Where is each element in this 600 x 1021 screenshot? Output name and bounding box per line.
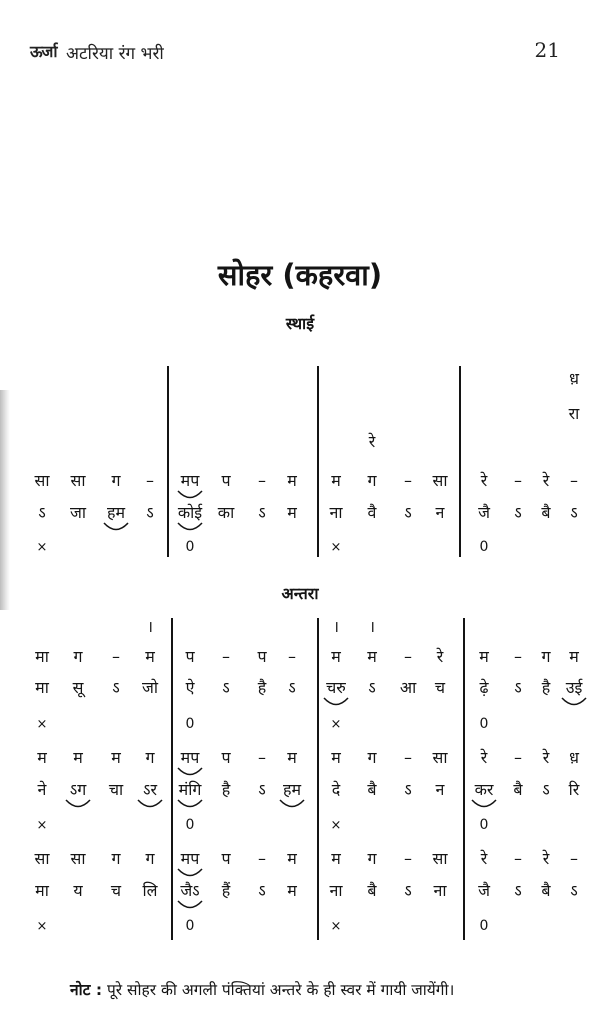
swar-note: म — [331, 849, 341, 868]
swar-note: प — [185, 647, 195, 666]
bol-syllable: ऐ — [185, 678, 195, 697]
swar-note: – — [570, 471, 578, 490]
swar-note: – — [514, 647, 522, 666]
note-label: नोट : — [70, 981, 103, 999]
sthayi-heading: स्थाई — [285, 314, 315, 333]
swar-note: सा — [432, 849, 448, 868]
swar-note: प — [257, 647, 267, 666]
swar-note: ग — [367, 748, 377, 767]
swar-note: म — [111, 748, 121, 767]
swar-note: मप — [180, 849, 200, 868]
bol-syllable: रि — [568, 780, 580, 799]
bol-syllable: ढ़े — [479, 678, 489, 697]
bol-syllable: न — [435, 503, 445, 522]
bol-syllable: जैऽ — [180, 881, 200, 900]
bol-syllable: मा — [35, 678, 49, 697]
bol-syllable: ने — [37, 780, 47, 799]
swar-note: रे — [542, 471, 550, 490]
taal-mark: × — [36, 717, 48, 732]
swar-note: सा — [34, 849, 50, 868]
bol-syllable: च — [110, 881, 122, 900]
swar-note: म — [331, 471, 341, 490]
swar-note: – — [146, 471, 154, 490]
swar-note: – — [404, 849, 412, 868]
swar-note: ग — [145, 849, 155, 868]
swar-note: – — [258, 471, 266, 490]
bol-syllable: वै — [367, 503, 377, 522]
taal-mark: 0 — [479, 817, 489, 833]
bol-syllable: उई — [565, 678, 583, 697]
bol-syllable: हम — [282, 780, 302, 799]
taal-mark: × — [36, 818, 48, 833]
swar-note: म — [479, 647, 489, 666]
swar-note: सा — [70, 471, 86, 490]
bol-syllable: ऽ — [570, 881, 578, 900]
meend-arc — [66, 800, 90, 807]
swar-note: म — [569, 647, 579, 666]
swar-note: ग — [111, 849, 121, 868]
meend-arc — [280, 800, 304, 807]
swar-note: प — [221, 748, 231, 767]
taal-mark: 0 — [185, 539, 195, 555]
bol-syllable: ऽ — [542, 780, 550, 799]
sthayi-notation — [35, 366, 581, 557]
antara-heading: अन्तरा — [281, 584, 319, 603]
bol-syllable: मा — [35, 881, 49, 900]
bol-syllable: आ — [399, 678, 417, 697]
meend-arc — [104, 523, 128, 530]
bol-syllable: मंगि — [178, 780, 202, 799]
swar-note: ध़ — [569, 748, 579, 767]
bol-syllable: बै — [541, 503, 551, 522]
bol-syllable: का — [217, 503, 235, 522]
annotation-mark: ध़ — [569, 369, 579, 388]
swar-note: – — [514, 849, 522, 868]
note-text: पूरे सोहर की अगली पंक्तियां अन्तरे के ही स्वर में गायी जायेंगी। — [102, 981, 455, 999]
swar-note: प — [221, 849, 231, 868]
swar-note: ग — [145, 748, 155, 767]
bol-syllable: य — [73, 881, 83, 900]
bol-syllable: है — [257, 678, 267, 697]
bol-syllable: जा — [69, 503, 87, 522]
swar-note: रे — [480, 471, 488, 490]
song-title: सोहर (कहरवा) — [217, 258, 383, 292]
footnote — [70, 978, 454, 1000]
meend-arc — [138, 800, 162, 807]
swar-note: – — [258, 748, 266, 767]
bol-syllable: ऽ — [514, 503, 522, 522]
swar-note: म — [367, 647, 377, 666]
taal-mark: × — [36, 540, 48, 555]
bol-syllable: ना — [329, 503, 343, 522]
bol-syllable: ना — [329, 881, 343, 900]
taal-mark: 0 — [479, 716, 489, 732]
taal-mark: × — [330, 717, 342, 732]
taal-mark: 0 — [185, 716, 195, 732]
bol-syllable: हम — [106, 503, 126, 522]
meend-arc — [178, 901, 202, 908]
swar-note: – — [514, 471, 522, 490]
bol-syllable: ऽ — [258, 780, 266, 799]
swar-note: रे — [542, 849, 550, 868]
taal-mark: × — [330, 919, 342, 934]
swar-note: – — [112, 647, 120, 666]
bol-syllable: जै — [478, 881, 490, 900]
swar-note: रे — [480, 849, 488, 868]
swar-note: – — [404, 748, 412, 767]
bol-syllable: ऽ — [38, 503, 46, 522]
taal-mark: × — [330, 818, 342, 833]
meend-arc — [178, 491, 202, 498]
swar-note: म — [331, 748, 341, 767]
swar-note: ग — [111, 471, 121, 490]
bol-syllable: ऽग — [69, 780, 87, 799]
swar-note: – — [404, 647, 412, 666]
bol-syllable: ऽ — [404, 503, 412, 522]
bol-syllable: न — [435, 780, 445, 799]
swar-note: रे — [436, 647, 444, 666]
annotation-mark: । — [368, 617, 376, 636]
bol-syllable: च — [434, 678, 446, 697]
swar-note: ग — [367, 471, 377, 490]
bol-syllable: ऽ — [146, 503, 154, 522]
meend-arc — [562, 698, 586, 705]
swar-note: म — [287, 748, 297, 767]
bol-syllable: दे — [331, 780, 341, 799]
swar-note: म — [145, 647, 155, 666]
swar-note: ग — [73, 647, 83, 666]
bol-syllable: बै — [513, 780, 523, 799]
swar-note: ग — [367, 849, 377, 868]
swar-note: सा — [432, 471, 448, 490]
meend-arc — [178, 869, 202, 876]
swar-note: सा — [34, 471, 50, 490]
swar-note: – — [514, 748, 522, 767]
swar-note: म — [73, 748, 83, 767]
bol-syllable: कर — [474, 780, 494, 799]
swar-note: – — [258, 849, 266, 868]
bol-syllable: जै — [478, 503, 490, 522]
bol-syllable: ऽ — [570, 503, 578, 522]
bol-syllable: सू — [72, 678, 84, 697]
swar-note: मा — [35, 647, 49, 666]
bol-syllable: कोई — [177, 503, 203, 522]
annotation-mark: । — [146, 617, 154, 636]
annotation-mark: । — [332, 617, 340, 636]
swar-note: म — [331, 647, 341, 666]
meend-arc — [178, 523, 202, 530]
swar-note: म — [287, 471, 297, 490]
book-title: अटरिया रंग भरी — [66, 44, 164, 64]
meend-arc — [472, 800, 496, 807]
taal-mark: 0 — [185, 817, 195, 833]
bol-syllable: ऽर — [142, 780, 158, 799]
swar-note: रे — [480, 748, 488, 767]
swar-note: म — [37, 748, 47, 767]
swar-note: मप — [180, 471, 200, 490]
swar-note: म — [287, 849, 297, 868]
taal-mark: × — [330, 540, 342, 555]
swar-note: – — [288, 647, 296, 666]
swar-note: रे — [542, 748, 550, 767]
bol-syllable: ऽ — [258, 503, 266, 522]
swar-note: – — [570, 849, 578, 868]
bol-syllable: ऽ — [368, 678, 376, 697]
meend-arc — [178, 800, 202, 807]
taal-mark: × — [36, 919, 48, 934]
bol-syllable: जो — [141, 678, 159, 697]
swar-note: – — [404, 471, 412, 490]
taal-mark: 0 — [479, 539, 489, 555]
bol-syllable: ऽ — [222, 678, 230, 697]
antara-notation — [35, 617, 586, 940]
swar-note: – — [222, 647, 230, 666]
bol-syllable: है — [541, 678, 551, 697]
bol-syllable: ऽ — [112, 678, 120, 697]
swar-note: ग — [541, 647, 551, 666]
bol-syllable: ऽ — [404, 780, 412, 799]
bol-syllable: हैं — [221, 881, 231, 900]
annotation-mark: रे — [368, 432, 376, 451]
swar-note: मप — [180, 748, 200, 767]
taal-mark: 0 — [479, 918, 489, 934]
bol-syllable: चरु — [326, 678, 346, 697]
swar-note: सा — [70, 849, 86, 868]
bol-syllable: लि — [142, 881, 158, 900]
bol-syllable: म — [287, 881, 297, 900]
bol-syllable: बै — [541, 881, 551, 900]
annotation-mark: रा — [568, 404, 580, 423]
meend-arc — [178, 768, 202, 775]
bol-syllable: चा — [108, 780, 124, 799]
swar-note: प — [221, 471, 231, 490]
bol-syllable: ना — [433, 881, 447, 900]
meend-arc — [324, 698, 348, 705]
bol-syllable: ऽ — [258, 881, 266, 900]
bol-syllable: बै — [367, 881, 377, 900]
page-number: 21 — [534, 38, 560, 62]
taal-mark: 0 — [185, 918, 195, 934]
bol-syllable: ऽ — [514, 678, 522, 697]
bol-syllable: बै — [367, 780, 377, 799]
bol-syllable: ऽ — [288, 678, 296, 697]
bol-syllable: ऽ — [404, 881, 412, 900]
series-logo: ऊर्जा — [30, 42, 57, 61]
bol-syllable: है — [221, 780, 231, 799]
bol-syllable: म — [287, 503, 297, 522]
bol-syllable: ऽ — [514, 881, 522, 900]
swar-note: सा — [432, 748, 448, 767]
